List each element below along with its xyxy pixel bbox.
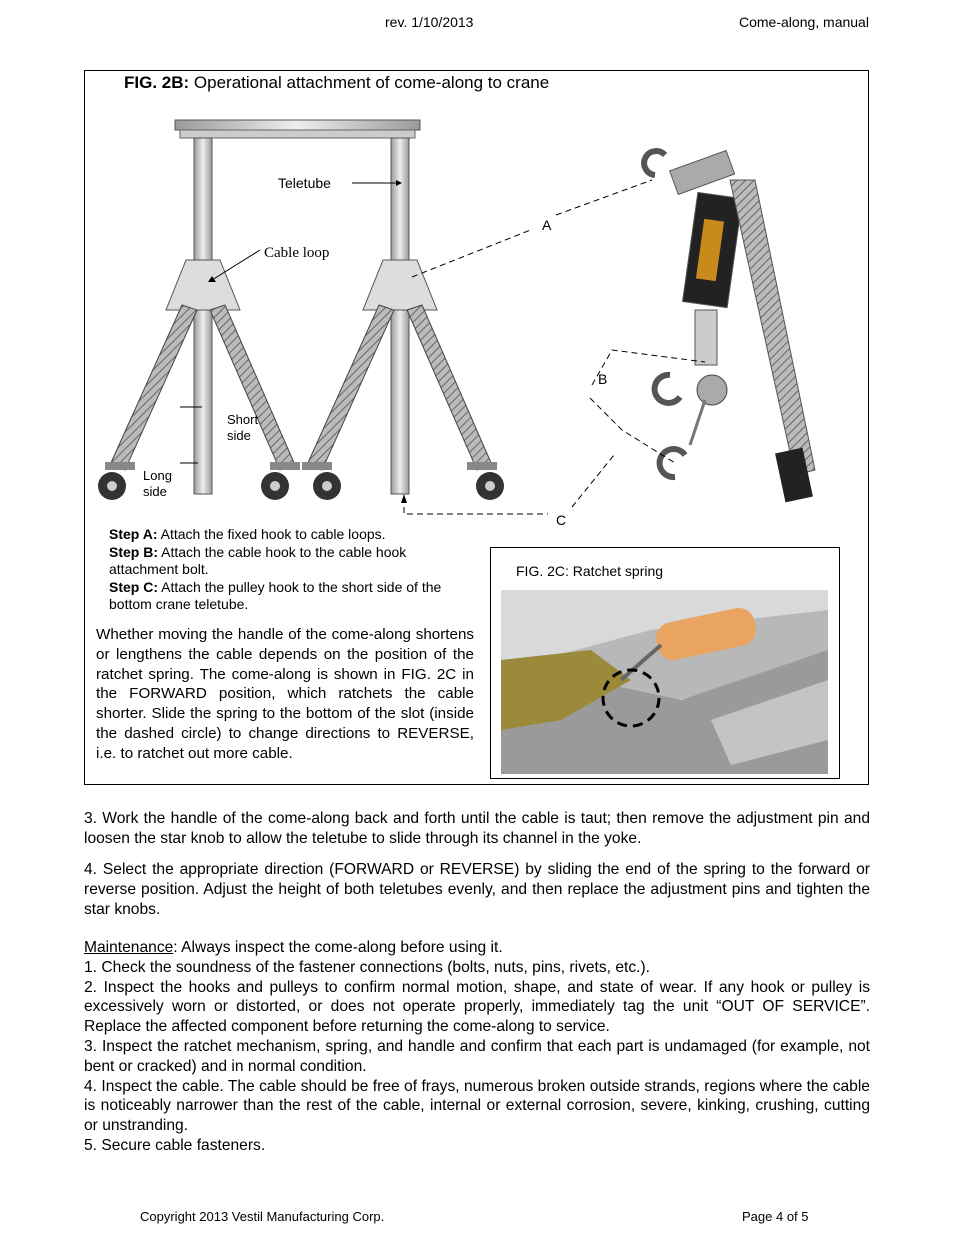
- label-long-side: Long side: [143, 468, 172, 499]
- label-cable-loop: Cable loop: [264, 245, 330, 261]
- figure-description: Whether moving the handle of the come-along shortens or lengthens the cable depends on the position of the ratchet spring. The come-along is shown in FIG. 2C in the FORWARD position, which ratchets the cable shorter. Slide the spring to the bottom of the slot (inside the dashed circle) to change directions to REVERSE, i.e. to ratchet out more cable.: [96, 626, 474, 762]
- header-revision: rev. 1/10/2013: [385, 14, 474, 30]
- step-b: Step B: Attach the cable hook to the cable hook attachment bolt.: [109, 543, 407, 578]
- maintenance-heading: Maintenance: Always inspect the come-along before using it.: [84, 939, 503, 956]
- instruction-step-4: 4. Select the appropriate direction (FORWARD or REVERSE) by sliding the end of the spring to the forward or reverse position. Adjust the height of both teletubes evenly, and then replace the adjustment pins and tighten the star knobs.: [84, 861, 870, 918]
- figure-2b-title: FIG. 2B: Operational attachment of come-along to crane: [124, 73, 550, 92]
- maintenance-item: 5. Secure cable fasteners.: [84, 1136, 266, 1154]
- maintenance-item: 2. Inspect the hooks and pulleys to confirm normal motion, shape, and state of wear. If any hook or pulley is excessively worn or distorted, or does not operate properly, immediately tag the unit “OUT OF SERVICE”. Replace the affected component before returning the come-along to service.: [84, 978, 870, 1036]
- label-b: B: [598, 371, 608, 387]
- figure-2c-title: FIG. 2C: Ratchet spring: [516, 563, 664, 579]
- step-c: Step C: Attach the pulley hook to the short side of the bottom crane teletube.: [109, 578, 442, 613]
- label-teletube: Teletube: [278, 175, 331, 191]
- label-c: C: [556, 512, 567, 528]
- maintenance-item: 3. Inspect the ratchet mechanism, spring, and handle and confirm that each part is undamaged (for example, not bent or cracked) and in normal condition.: [84, 1037, 870, 1075]
- step-list: [109, 526, 479, 614]
- instruction-step-3: 3. Work the handle of the come-along back and forth until the cable is taut; then remove the adjustment pin and loosen the star knob to allow the teletube to slide through its channel in the yoke.: [84, 810, 870, 847]
- header-doc-title: Come-along, manual: [739, 14, 869, 30]
- label-a: A: [542, 217, 552, 233]
- label-short-side: Short side: [227, 412, 259, 443]
- footer-page-number: Page 4 of 5: [742, 1209, 809, 1224]
- step-a: Step A: Attach the fixed hook to cable loops.: [109, 526, 386, 542]
- ratchet-spring-photo: [501, 590, 828, 774]
- maintenance-section: [84, 938, 870, 1156]
- maintenance-item: 4. Inspect the cable. The cable should be free of frays, numerous broken outside strands, regions where the cable is noticeably narrower than the rest of the cable, internal or external corrosion, severe, kinking, crushing, cutting or unstranding.: [84, 1077, 870, 1135]
- footer-copyright: Copyright 2013 Vestil Manufacturing Corp.: [140, 1209, 385, 1224]
- maintenance-item: 1. Check the soundness of the fastener connections (bolts, nuts, pins, rivets, etc.).: [84, 958, 651, 976]
